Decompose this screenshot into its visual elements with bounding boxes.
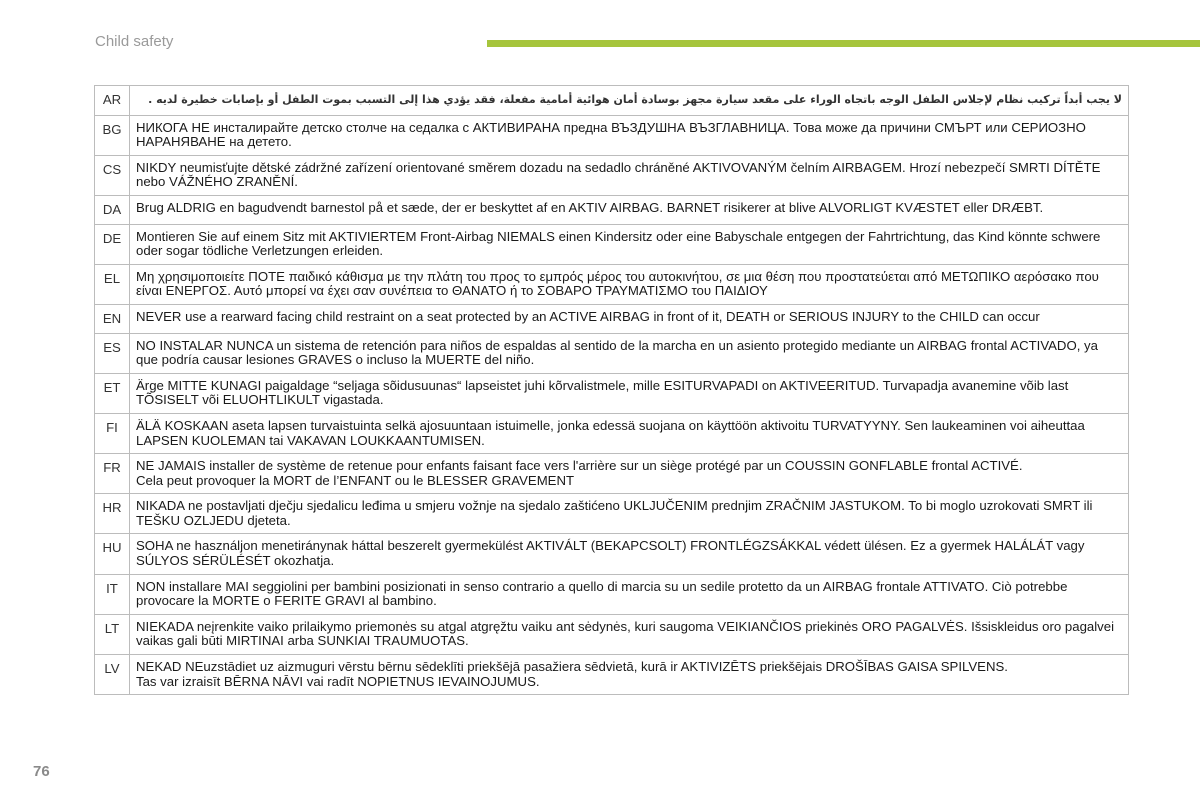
warning-text: Montieren Sie auf einem Sitz mit AKTIVIERTEM Front-Airbag NIEMALS einen Kindersitz oder eine Babyschale entgegen der Fahrtrichtung, das Kind könnte schwere oder sogar tödliche Verletzungen erleiden.: [130, 224, 1129, 264]
warning-text: NIEKADA neįrenkite vaiko prilaikymo priemonės su atgal atgręžtu vaiku ant sėdynės, kuri saugoma VEIKIANČIOS priekinės ORO PAGALVĖS. Išsiskleidus oro pagalvei vaikas gali būti MIRTINAI arba SUNKIAI TRAUMUOTAS.: [130, 614, 1129, 654]
language-code: BG: [95, 115, 130, 155]
header-accent-bar: [487, 40, 1200, 47]
table-row: [95, 333, 1129, 373]
table-row: [95, 155, 1129, 195]
warning-text: NIKDY neumisťujte dětské zádržné zařízení orientované směrem dozadu na sedadlo chráněné AKTIVOVANÝM čelním AIRBAGEM. Hrozí nebezpečí SMRTI DÍTĚTE nebo VÁŽNÉHO ZRANĚNÍ.: [130, 155, 1129, 195]
table-row: [95, 534, 1129, 574]
warning-text: NEVER use a rearward facing child restraint on a seat protected by an ACTIVE AIRBAG in front of it, DEATH or SERIOUS INJURY to the CHILD can occur: [130, 304, 1129, 333]
table-row: [95, 614, 1129, 654]
language-code: FR: [95, 454, 130, 494]
table-row: [95, 413, 1129, 453]
warning-text: НИКОГА НЕ инсталирайте детско столче на седалка с АКТИВИРАНА предна ВЪЗДУШНА ВЪЗГЛАВНИЦА. Това може да причини СМЪРТ или СЕРИОЗНО НАРАНЯВАНЕ на детето.: [130, 115, 1129, 155]
language-code: ES: [95, 333, 130, 373]
language-code: DE: [95, 224, 130, 264]
warning-text: NO INSTALAR NUNCA un sistema de retención para niños de espaldas al sentido de la marcha en un asiento protegido mediante un AIRBAG frontal ACTIVADO, ya que podría causar lesiones GRAVES o incluso la MUERTE del niño.: [130, 333, 1129, 373]
table-row: [95, 304, 1129, 333]
language-code: CS: [95, 155, 130, 195]
warning-text: ÄLÄ KOSKAAN aseta lapsen turvaistuinta selkä ajosuuntaan istuimelle, jonka edessä suojana on käyttöön aktivoitu TURVATYYNY. Sen laukeaminen voi aiheuttaa LAPSEN KUOLEMAN tai VAKAVAN LOUKKAANTUMISEN.: [130, 413, 1129, 453]
warning-text: NE JAMAIS installer de système de retenue pour enfants faisant face vers l'arrière sur un siège protégé par un COUSSIN GONFLABLE frontal ACTIVÉ. Cela peut provoquer la MORT de l’ENFANT ou le BLESSER GRAVEMENT: [130, 454, 1129, 494]
warning-text: NIKADA ne postavljati dječju sjedalicu leđima u smjeru vožnje na sjedalo zaštićeno UKLJUČENIM prednjim ZRAČNIM JASTUKOM. To bi moglo uzrokovati SMRT ili TEŠKU OZLJEDU djeteta.: [130, 494, 1129, 534]
table-row: [95, 115, 1129, 155]
warning-text: Brug ALDRIG en bagudvendt barnestol på et sæde, der er beskyttet af en AKTIV AIRBAG. BARNET risikerer at blive ALVORLIGT KVÆSTET eller DRÆBT.: [130, 195, 1129, 224]
warning-text: Μη χρησιμοποιείτε ΠΟΤΕ παιδικό κάθισμα με την πλάτη του προς το εμπρός μέρος του αυτοκινήτου, σε μια θέση που προστατεύεται από ΜΕΤΩΠΙΚΟ αερόσακο που είναι ΕΝΕΡΓΟΣ. Αυτό μπορεί να έχει σαν συνέπεια το ΘΑΝΑΤΟ ή το ΣΟΒΑΡΟ ΤΡΑΥΜΑΤΙΣΜΟ του ΠΑΙΔΙΟΥ: [130, 264, 1129, 304]
page-number: 76: [33, 763, 50, 780]
table-row: [95, 574, 1129, 614]
table-row: [95, 454, 1129, 494]
language-code: HR: [95, 494, 130, 534]
warning-text: NEKAD NEuzstādiet uz aizmuguri vērstu bērnu sēdeklīti priekšējā pasažiera sēdvietā, kurā ir AKTIVIZĒTS priekšējais DROŠĪBAS GAISA SPILVENS. Tas var izraisīt BĒRNA NĀVI vai radīt NOPIETNUS IEVAINOJUMUS.: [130, 655, 1129, 695]
language-code: IT: [95, 574, 130, 614]
section-title: Child safety: [95, 33, 174, 50]
warning-text: NON installare MAI seggiolini per bambini posizionati in senso contrario a quello di marcia su un sedile protetto da un AIRBAG frontale ATTIVATO. Ciò potrebbe provocare la MORTE o FERITE GRAVI al bambino.: [130, 574, 1129, 614]
warning-text: SOHA ne használjon menetiránynak háttal beszerelt gyermekülést AKTIVÁLT (BEKAPCSOLT) FRONTLÉGZSÁKKAL védett ülésen. Ez a gyermek HALÁLÁT vagy SÚLYOS SÉRÜLÉSÉT okozhatja.: [130, 534, 1129, 574]
language-code: EN: [95, 304, 130, 333]
table-row: [95, 195, 1129, 224]
language-code: LT: [95, 614, 130, 654]
language-code: AR: [95, 86, 130, 116]
warning-text: Ärge MITTE KUNAGI paigaldage “seljaga sõidusuunas“ lapseistet juhi kõrvalistmele, mille ESITURVAPADI on AKTIVEERITUD. Turvapadja avanemine võib last TÕSISELT või ELUOHTLIKULT vigastada.: [130, 373, 1129, 413]
language-code: FI: [95, 413, 130, 453]
airbag-warning-table: [94, 85, 1129, 695]
language-code: HU: [95, 534, 130, 574]
table-row: [95, 655, 1129, 695]
warning-text: لا يجب أبداً تركيب نظام لإجلاس الطفل الوجه باتجاه الوراء على مقعد سيارة مجهز بوسادة أمان هوائية أمامية مفعلة، فقد يؤدي هذا إلى التسبب بموت الطفل أو بإصابات خطيرة لديه .: [130, 86, 1129, 116]
table-row: [95, 264, 1129, 304]
language-code: DA: [95, 195, 130, 224]
table-row: [95, 373, 1129, 413]
language-code: ET: [95, 373, 130, 413]
table-row: [95, 86, 1129, 116]
language-code: EL: [95, 264, 130, 304]
language-code: LV: [95, 655, 130, 695]
table-row: [95, 224, 1129, 264]
table-row: [95, 494, 1129, 534]
